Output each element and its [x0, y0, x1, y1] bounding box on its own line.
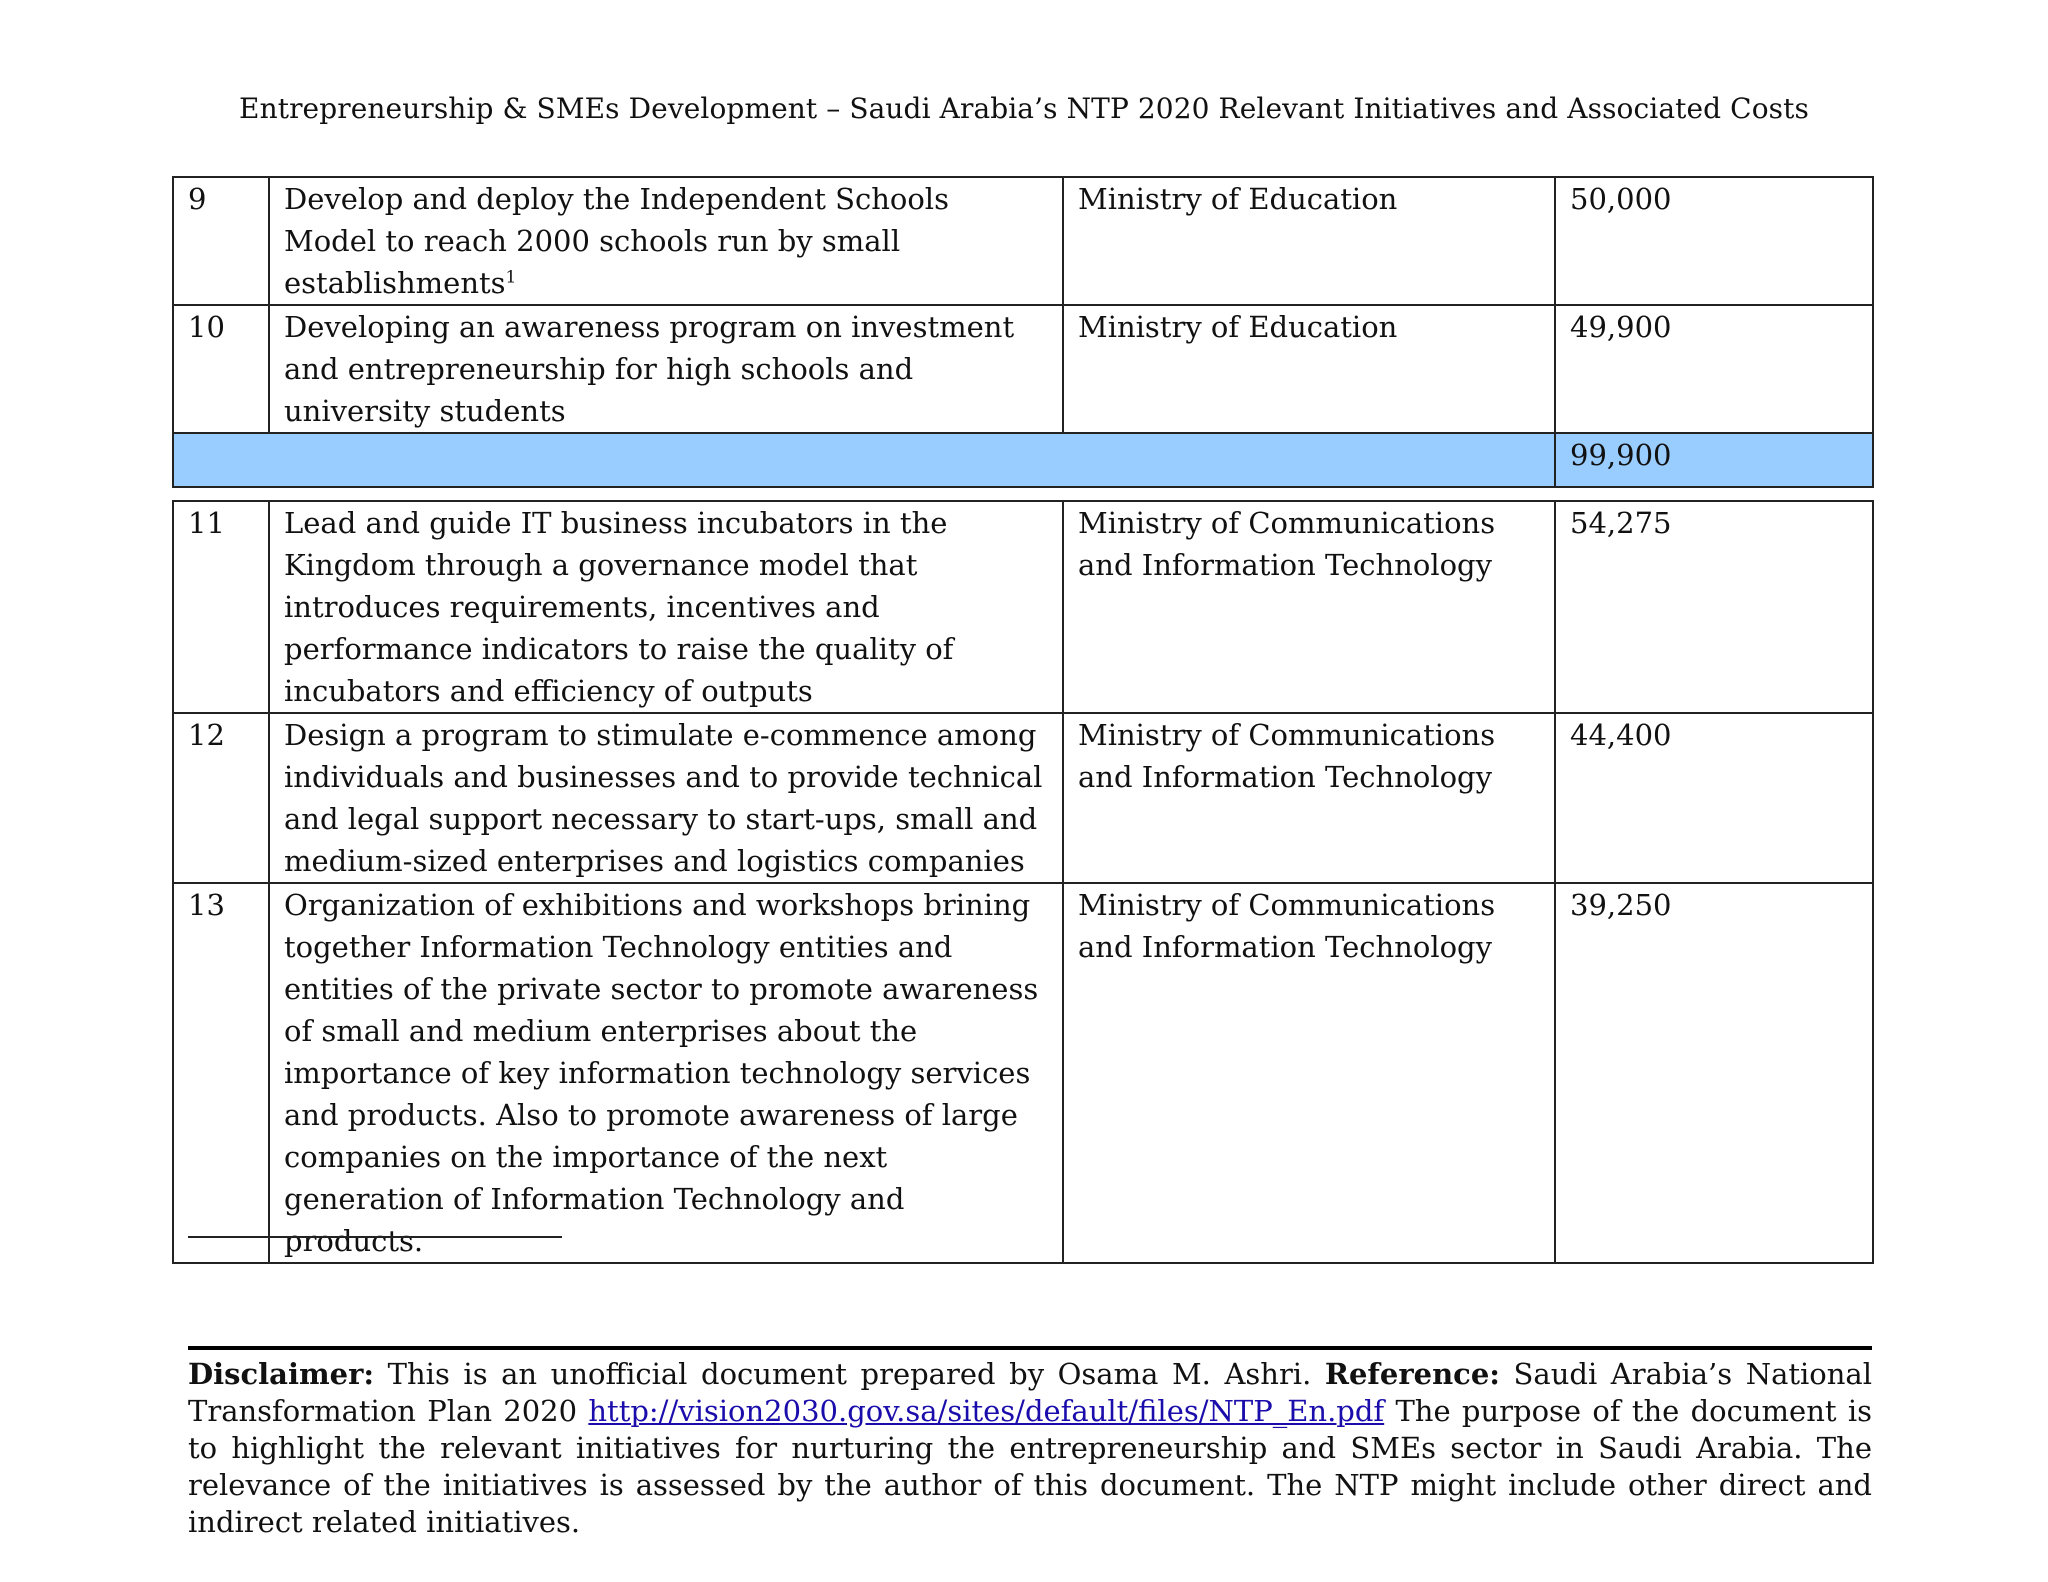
initiative-number: 12 — [173, 713, 269, 883]
table-row — [173, 305, 1873, 433]
table-row — [173, 883, 1873, 1263]
initiative-ministry: Ministry of Communications and Information Technology — [1063, 713, 1555, 883]
initiative-number: 9 — [173, 177, 269, 305]
initiative-ministry: Ministry of Education — [1063, 177, 1555, 305]
reference-text: Saudi Arabia’s National Transformation Plan 2020 — [188, 1357, 1872, 1428]
total-row — [173, 433, 1873, 487]
initiative-cost: 54,275 — [1555, 501, 1873, 713]
initiatives-table-education — [172, 176, 1874, 488]
initiative-description: Developing an awareness program on investment and entrepreneurship for high schools and university students — [269, 305, 1063, 433]
purpose-text: The purpose of the document is to highlight the relevant initiatives for nurturing the entrepreneurship and SMEs sector in Saudi Arabia. The relevance of the initiatives is assessed by the author of this document. The NTP might include other direct and indirect related initiatives. — [188, 1394, 1872, 1539]
ntp-document-link[interactable]: http://vision2030.gov.sa/sites/default/files/NTP_En.pdf — [588, 1394, 1385, 1428]
initiatives-table-communications — [172, 500, 1874, 1264]
initiative-description — [269, 177, 1063, 305]
initiative-description: Lead and guide IT business incubators in the Kingdom through a governance model that introduces requirements, incentives and performance indicators to raise the quality of incubators and efficiency of outputs — [269, 501, 1063, 713]
initiative-cost: 50,000 — [1555, 177, 1873, 305]
page-title: Entrepreneurship & SMEs Development – Saudi Arabia’s NTP 2020 Relevant Initiatives and Associated Costs — [239, 92, 1809, 125]
initiative-ministry: Ministry of Communications and Information Technology — [1063, 501, 1555, 713]
initiative-ministry: Ministry of Education — [1063, 305, 1555, 433]
total-cost: 99,900 — [1555, 433, 1873, 487]
initiative-cost: 49,900 — [1555, 305, 1873, 433]
initiative-ministry: Ministry of Communications and Information Technology — [1063, 883, 1555, 1263]
footnote-separator — [188, 1236, 562, 1238]
initiative-number: 11 — [173, 501, 269, 713]
total-row-spacer — [173, 433, 1555, 487]
table-row — [173, 501, 1873, 713]
disclaimer-label: Disclaimer: — [188, 1357, 375, 1391]
initiative-cost: 39,250 — [1555, 883, 1873, 1263]
initiative-number: 13 — [173, 883, 269, 1263]
initiative-description: Design a program to stimulate e-commence among individuals and businesses and to provide technical and legal support necessary to start-ups, small and medium-sized enterprises and logistics companies — [269, 713, 1063, 883]
table-row — [173, 713, 1873, 883]
initiative-cost: 44,400 — [1555, 713, 1873, 883]
initiative-description-text: Develop and deploy the Independent Schools Model to reach 2000 schools run by small establishments — [284, 182, 949, 300]
disclaimer-text: This is an unofficial document prepared by Osama M. Ashri. — [374, 1357, 1325, 1391]
footnote-reference[interactable]: 1 — [505, 267, 517, 288]
reference-label: Reference: — [1324, 1357, 1500, 1391]
initiative-description: Organization of exhibitions and workshops brining together Information Technology entities and entities of the private sector to promote awareness of small and medium enterprises about the importance of key information technology services and products. Also to promote awareness of large companies on the importance of the next generation of Information Technology and products. — [269, 883, 1063, 1263]
disclaimer — [188, 1346, 1872, 1541]
table-row — [173, 177, 1873, 305]
initiative-number: 10 — [173, 305, 269, 433]
